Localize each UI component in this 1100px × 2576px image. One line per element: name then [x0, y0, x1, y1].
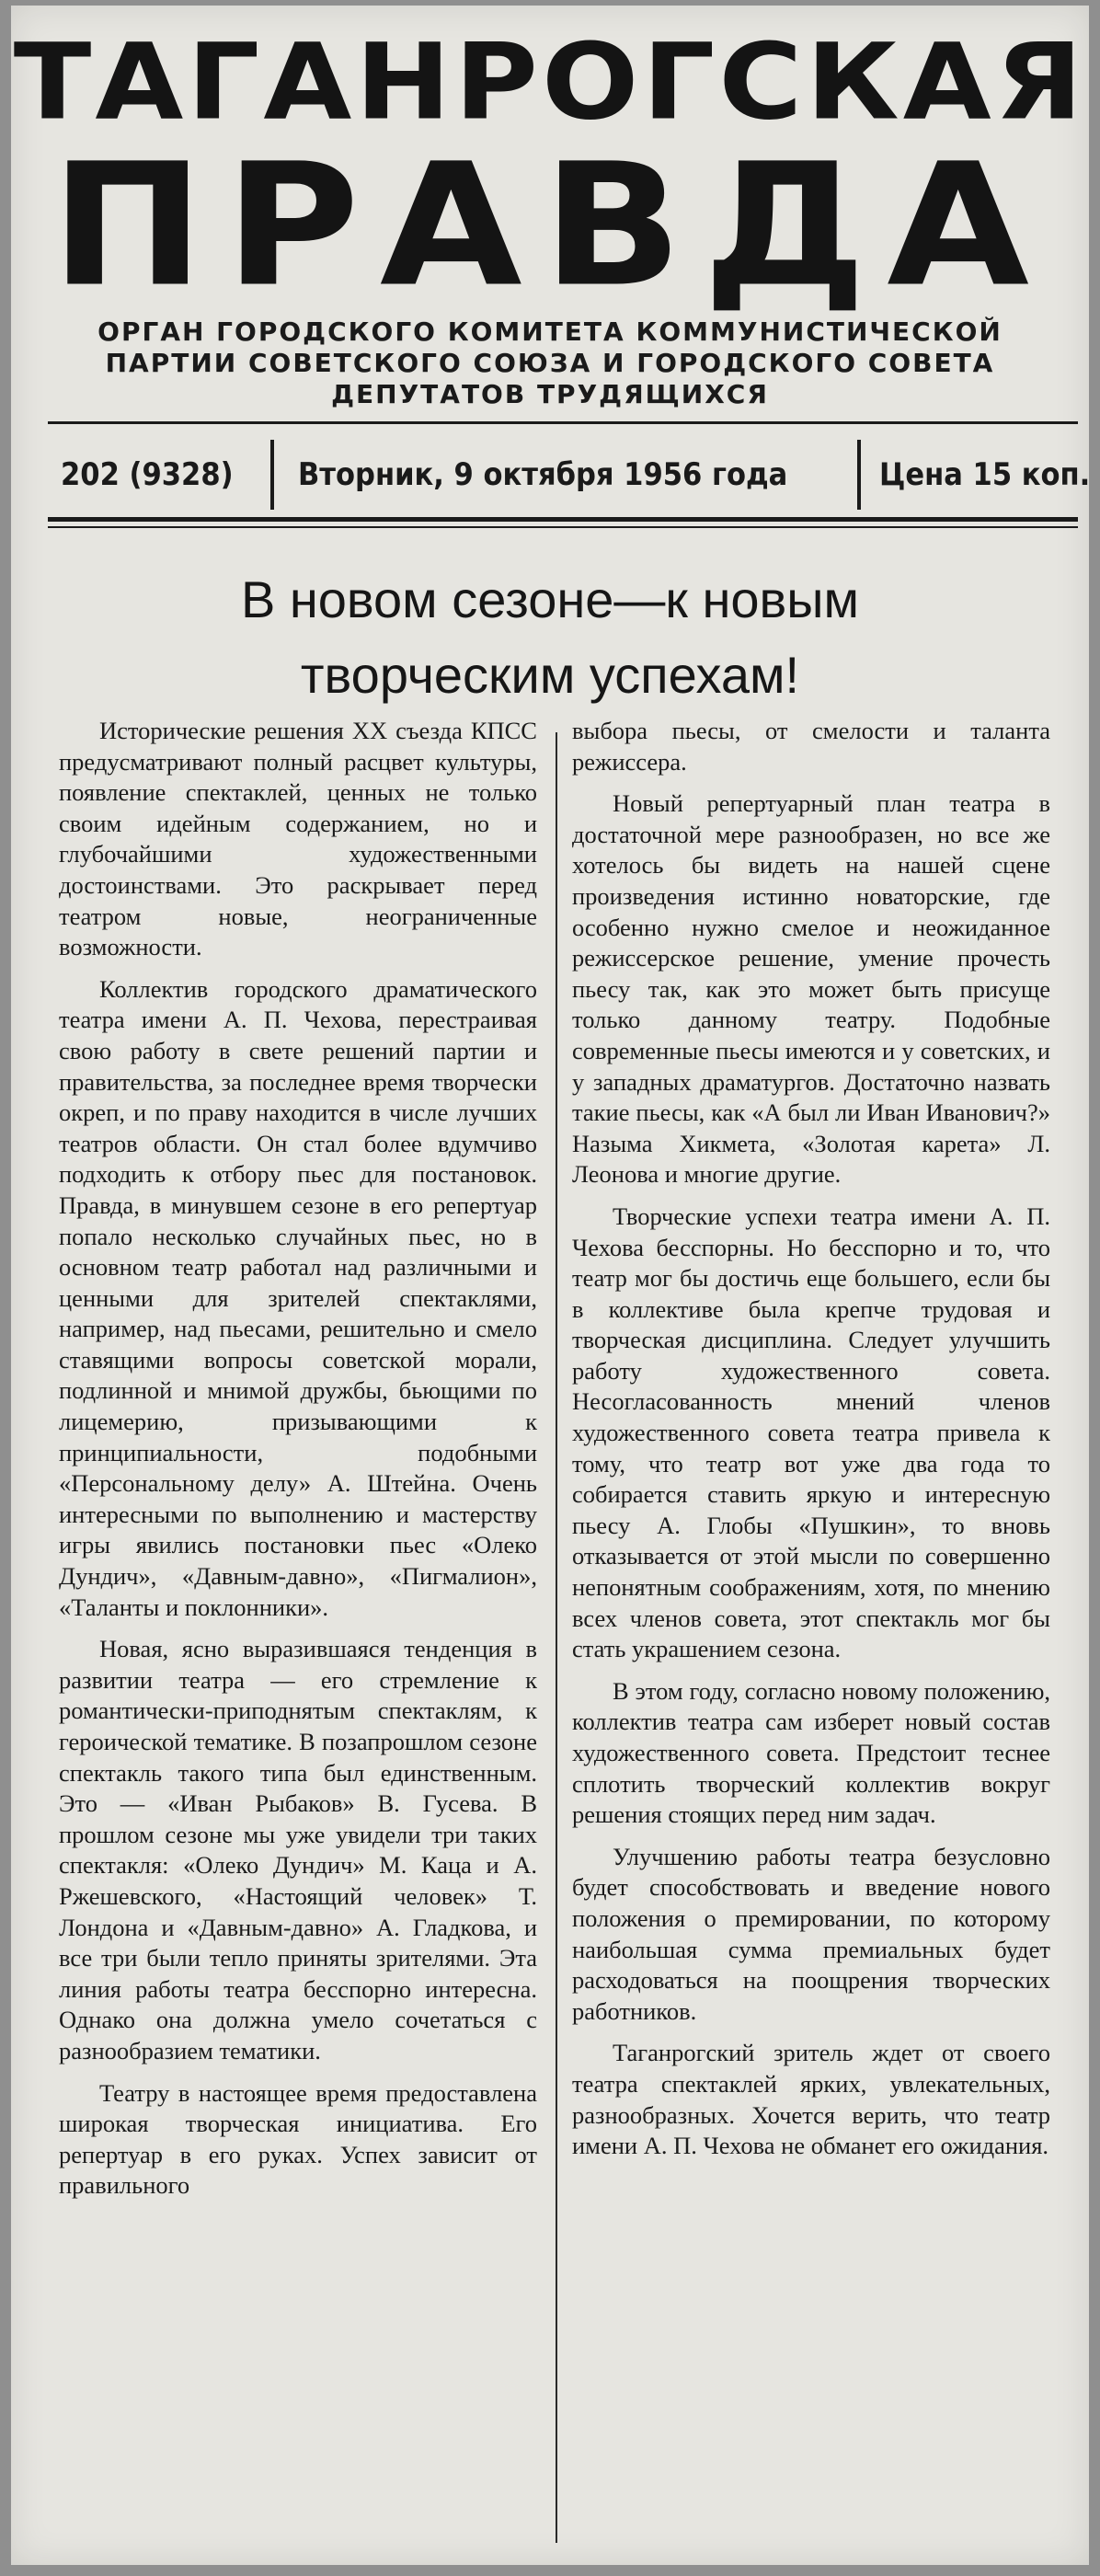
headline-line: творческим успехам! — [300, 646, 800, 704]
publisher-statement — [11, 316, 1089, 410]
issue-bar — [48, 429, 1091, 521]
paragraph: Исторические решения XX съезда КПСС предусматривают полный расцвет культуры, появление спектаклей, ценных не только своим идейным содержанием, но и глубочайшими художественными достоинствами. Это раскрывает перед театром новые, неограниченные возможности. — [59, 717, 537, 961]
paragraph: Творческие успехи театра имени А. П. Чехова бесспорны. Но бесспорно и то, что театр мог бы достичь еще большего, если бы в коллективе была крепче трудовая и творческая дисциплина. Следует улучшить работу художественного совета. Несогласованность мнений членов художественного совета театра привела к тому, что театр вот уже два года то собирается ставить яркую и интересную пьесу А. Глобы «Пушкин», то вновь отказывается от этой мысли по совершенно непонятным соображениям, хотя, по мнению всех членов совета, этот спектакль мог бы стать украшением сезона. — [572, 1202, 1050, 1663]
paragraph: Таганрогский зритель ждет от своего театра спектаклей ярких, увлекательных, разнообразных. Хочется верить, что театр имени А. П. Чехова не обманет его ожидания. — [572, 2039, 1050, 2160]
issue-price: Цена 15 коп. — [879, 456, 1091, 493]
headline-line: В новом сезоне—к новым — [240, 570, 860, 628]
issue-number: 202 (9328) — [61, 456, 234, 493]
article-column-2 — [572, 716, 1050, 2173]
publisher-line: ДЕПУТАТОВ ТРУДЯЩИХСЯ — [331, 379, 769, 409]
publisher-line: ПАРТИИ СОВЕТСКОГО СОЮЗА И ГОРОДСКОГО СОВЕТА — [105, 348, 995, 378]
paragraph: Коллектив городского драматического театра имени А. П. Чехова, перестраивая свою работу в свете решений партии и правительства, за последнее время творчески окреп, и по праву находится в числе лучших театров области. Он стал более вдумчиво подходить к отбору пьес для постановок. Правда, в минувшем сезоне в его репертуар попало несколько случайных пьес, но в основном театр работал над различными и ценными для зрителей спектаклями, например, над пьесами, решительно и смело ставящими вопросы советской морали, подлинной и мнимой дружбы, бьющими по лицемерию, призывающими к принципиальности, подобными «Персональному делу» А. Штейна. Очень интересными по выполнению и мастерству игры явились постановки пьес «Олеко Дундич», «Давным-давно», «Пигмалион», «Таланты и поклонники». — [59, 974, 537, 1621]
masthead-title-line1: ТАГАНРОГСКАЯ — [13, 21, 1087, 144]
issue-divider — [270, 440, 274, 510]
masthead-title-line2: ПРАВДА — [50, 127, 1050, 325]
publisher-line: ОРГАН ГОРОДСКОГО КОМИТЕТА КОММУНИСТИЧЕСКОЙ — [97, 316, 1003, 347]
bottom-rule-thin — [48, 526, 1078, 528]
paragraph: выбора пьесы, от смелости и таланта режиссера. — [572, 717, 1050, 776]
issue-date: Вторник, 9 октября 1956 года — [298, 456, 788, 493]
column-divider — [556, 732, 557, 2543]
paragraph: Улучшению работы театра безусловно будет способствовать и введение нового положения о премировании, по которому наибольшая сумма премиальных будет расходоваться на поощрения творческих работников. — [572, 1842, 1050, 2025]
paragraph: В этом году, согласно новому положению, коллектив театра сам изберет новый состав художественного совета. Предстоит теснее сплотить творческий коллектив вокруг решения стоящих перед ним задач. — [572, 1676, 1050, 1829]
paragraph: Новый репертуарный план театра в достаточной мере разнообразен, но все же хотелось бы видеть на нашей сцене произведения истинно новаторские, где особенно нужно смелое и неожиданное режиссерское решение, умение прочесть пьесу так, как это может быть присуще только данному театру. Подобные современные пьесы имеются и у советских, и у западных драматургов. Достаточно назвать такие пьесы, как «А был ли Иван Иванович?» Назыма Хикмета, «Золотая карета» Л. Леонова и многие другие. — [572, 789, 1050, 1189]
paragraph: Новая, ясно выразившаяся тенденция в развитии театра — его стремление к романтически-приподнятым спектаклям, к героической тематике. В позапрошлом сезоне спектакль такого типа был единственным. Это — «Иван Рыбаков» В. Гусева. В прошлом сезоне мы уже увидели три таких спектакля: «Олеко Дундич» М. Каца и А. Ржешевского, «Настоящий человек» Т. Лондона и «Давным-давно» А. Гладкова, и все три были тепло приняты зрителями. Эта линия работы театра бесспорно интересна. Однако она должна умело сочетаться с разнообразием тематики. — [59, 1635, 537, 2064]
paragraph: Театру в настоящее время предоставлена широкая творческая инициатива. Его репертуар в его руках. Успех зависит от правильного — [59, 2078, 537, 2200]
article-headline — [11, 562, 1089, 713]
top-rule — [48, 421, 1078, 424]
issue-divider — [857, 440, 861, 510]
bottom-rule — [48, 517, 1078, 522]
article-column-1 — [59, 716, 537, 2213]
newspaper-page — [11, 6, 1089, 2565]
